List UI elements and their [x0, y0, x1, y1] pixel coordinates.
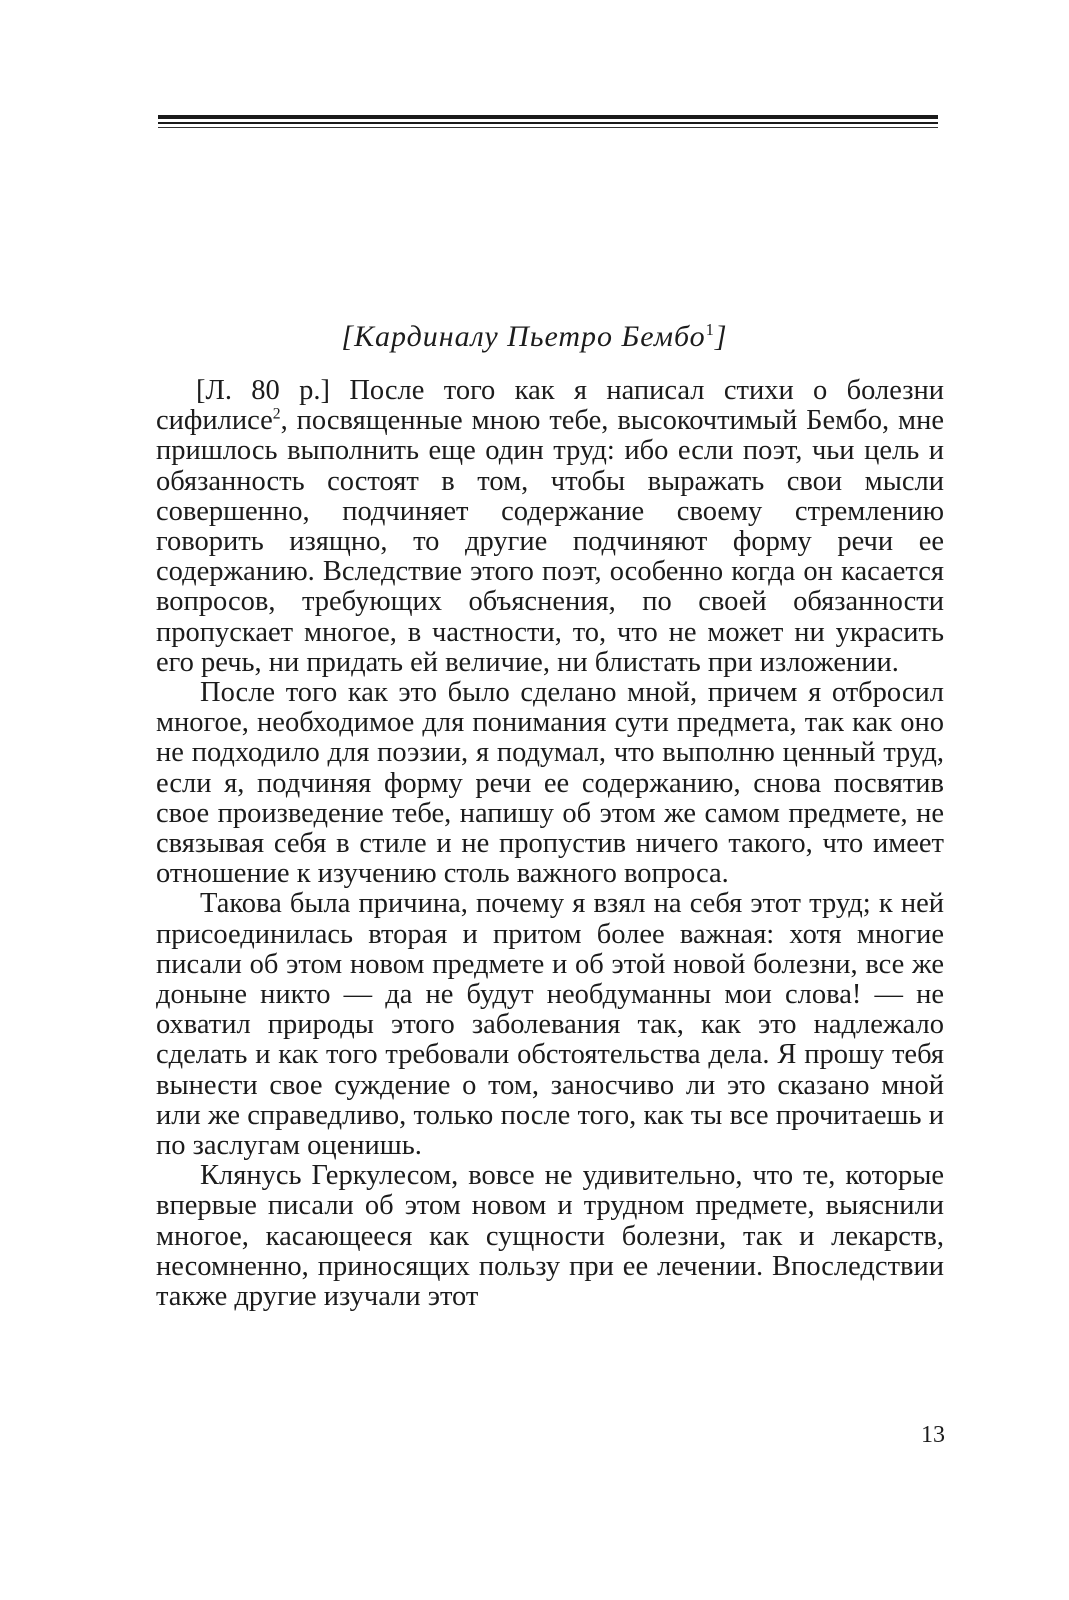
heading-text: [Кардиналу Пьетро Бембо	[341, 320, 706, 353]
paragraph-1-footnote-mark: 2	[272, 405, 281, 423]
heading-close-bracket: ]	[714, 320, 728, 353]
paragraph-2: После того как это было сделано мной, причем я отбросил многое, необходимое для понимания сути предмета, так как оно не подходило для поэзии, я подумал, что выполню ценный труд, если я, подчиняя форму речи ее содержанию, снова посвятив свое произведение тебе, напишу об этом же самом предмете, не связывая себя в стиле и не пропустив ничего такого, что имеет отношение к изучению столь важного вопроса.	[156, 677, 944, 890]
letter-heading	[0, 320, 1069, 354]
header-rule-hairline	[158, 127, 938, 128]
folio-reference: [Л. 80 р.]	[196, 375, 330, 406]
paragraph-1	[156, 376, 944, 678]
header-ornament-rule	[158, 110, 938, 130]
header-rule-thick	[158, 115, 938, 119]
paragraph-1-text-b: , посвященные мною тебе, высокочтимый Бембо, мне пришлось выполнить еще один труд: ибо если поэт, чьи цель и обязанность состоят в том, чтобы выражать свои мысли совершенно, подчиняет содержание своему стремлению говорить изящно, то другие подчиняют форму речи ее содержанию. Вследствие этого поэт, особенно когда он касается вопросов, требующих объяснения, по своей обязанности пропускает многое, в частности, то, что не может ни украсить его речь, ни придать ей величие, ни блистать при изложении.	[156, 405, 944, 678]
letter-body	[156, 376, 944, 1312]
paragraph-4: Клянусь Геркулесом, вовсе не удивительно, что те, которые впервые писали об этом новом и трудном предмете, выяснили многое, касающееся как сущности болезни, так и лекарств, несомненно, приносящих пользу при ее лечении. Впоследствии также другие изучали этот	[156, 1160, 944, 1313]
header-rule-thin	[158, 122, 938, 124]
heading-footnote-mark: 1	[705, 320, 715, 339]
paragraph-3: Такова была причина, почему я взял на себя этот труд; к ней присоединилась вторая и притом более важная: хотя многие писали об этом новом предмете и об этой новой болезни, все же доныне никто — да не будут необдуманны мои слова! — не охватил природы этого заболевания так, как это надлежало сделать и как того требовали обстоятельства дела. Я прошу тебя вынести свое суждение о том, заносчиво ли это сказано мной или же справедливо, только после того, как ты все прочитаешь и по заслугам оценишь.	[156, 888, 944, 1162]
page-number: 13	[921, 1422, 945, 1448]
paragraph-1-text-a: После того как я написал стихи о болезни сифилисе	[156, 375, 944, 437]
